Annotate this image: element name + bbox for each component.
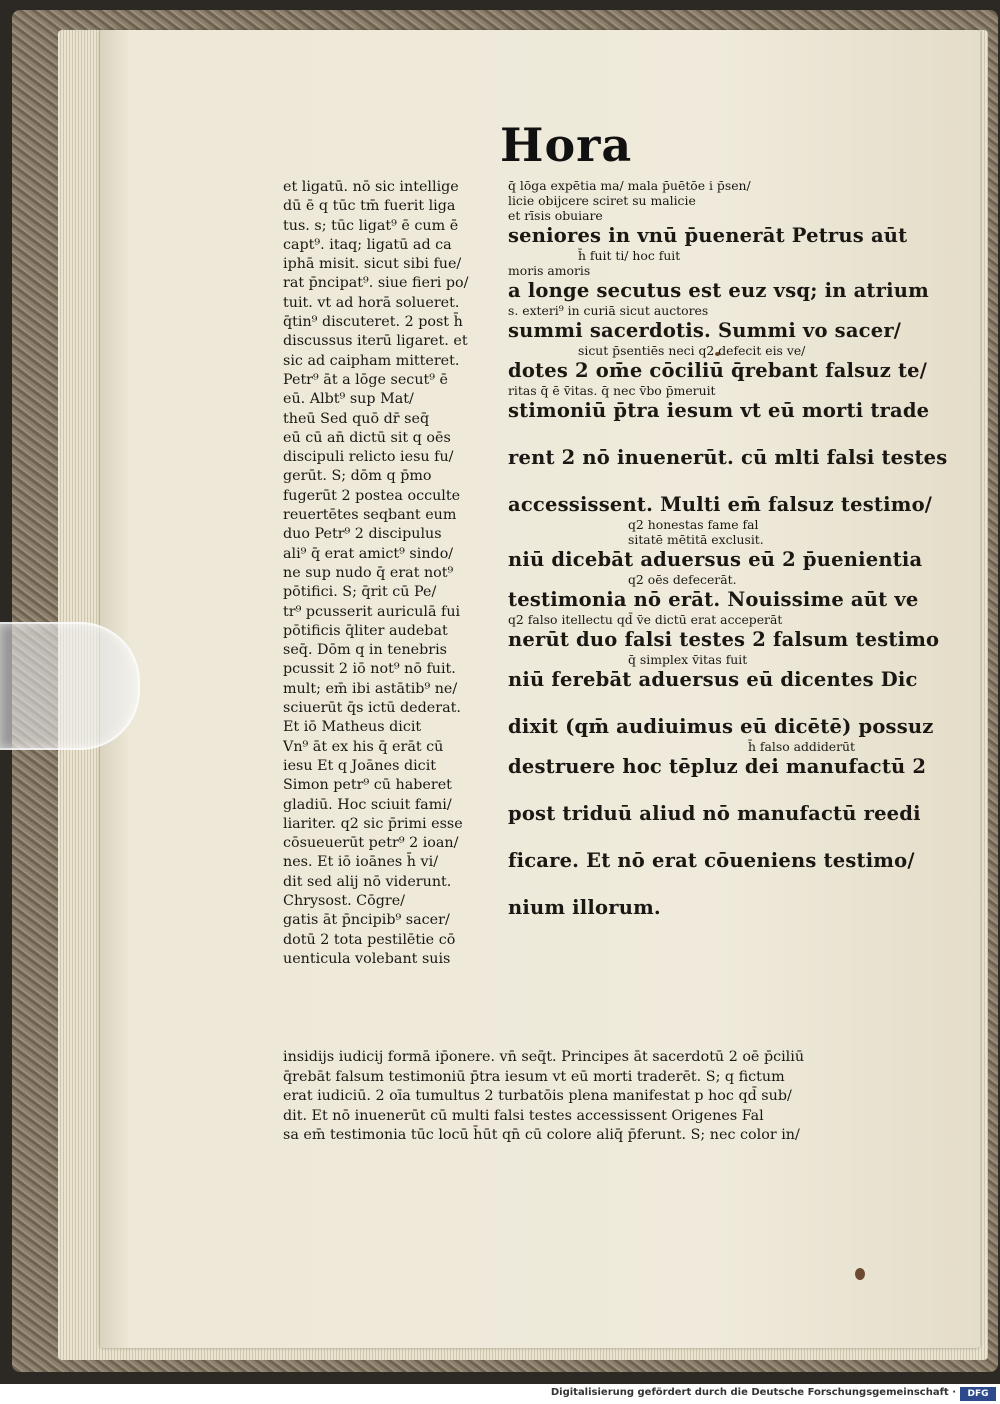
commentary-line: q̄rebāt falsum testimoniū p̄tra iesum vt eū morti traderēt. S; q fictum — [283, 1068, 785, 1085]
commentary-line: ne sup nudo q̄ erat not⁹ — [283, 564, 454, 581]
commentary-line: fugerūt 2 postea occulte — [283, 487, 461, 504]
interlinear-gloss: q̄ simplex v̄itas fuit — [628, 652, 748, 667]
line-gap — [508, 826, 880, 848]
main-text-line: stimoniū p̄tra iesum vt eū morti trade — [508, 399, 930, 422]
commentary-line: et ligatū. nō sic intellige — [283, 179, 459, 195]
commentary-line: gatis āt p̄ncipib⁹ sacer/ — [283, 912, 450, 929]
commentary-line: dotū 2 tota pestilētie cō — [283, 931, 456, 948]
commentary-line: theū Sed quō dr̄ seq̄ — [283, 410, 430, 427]
main-text-line: dixit (qm̄ audiuimus eū dicētē) possuz — [508, 715, 934, 738]
interlinear-gloss: ritas q̄ ē v̄itas. q̄ nec v̄bo p̄meruit — [508, 383, 716, 398]
line-gap — [508, 692, 880, 714]
main-text-line: summi sacerdotis. Summi vo sacer/ — [508, 319, 902, 342]
main-text-line: testimonia nō erāt. Nouissime aūt ve — [508, 588, 919, 611]
interlinear-gloss: q2 honestas fame fal — [628, 517, 759, 532]
main-text-line: seniores in vnū p̄uenerāt Petrus aūt — [508, 224, 908, 247]
left-commentary-column — [283, 178, 495, 969]
main-text-column — [508, 178, 948, 920]
line-gap — [508, 779, 880, 801]
main-text-line: destruere hoc tēpluz dei manufactū 2 — [508, 755, 927, 778]
main-text-line: post triduū aliud nō manufactū reedi — [508, 802, 921, 825]
page-title: Hora — [500, 118, 633, 172]
line-gap — [508, 873, 880, 895]
interlinear-gloss: moris amoris — [508, 263, 591, 278]
commentary-line: dū ē q tūc tm̄ fuerit liga — [283, 198, 456, 215]
commentary-line: liariter. q2 sic p̄rimi esse — [283, 815, 463, 832]
commentary-line: ali⁹ q̄ erat amict⁹ sindo/ — [283, 545, 454, 562]
line-gap — [508, 470, 880, 492]
interlinear-gloss: q2 oēs defecerāt. — [628, 572, 737, 587]
footer-bar — [0, 1384, 1000, 1404]
interlinear-gloss: q̄ lōga expētia ma/ mala p̄uētōe i p̄sen/ — [508, 178, 751, 193]
commentary-line: erat iudiciū. 2 oīa tumultus 2 turbatōis plena manifestat p hoc qd̄ sub/ — [283, 1088, 792, 1104]
interlinear-gloss: sicut p̄sentiēs neci q2 defecit eis ve/ — [578, 343, 806, 358]
interlinear-gloss: h̄ fuit ti/ hoc fuit — [578, 248, 681, 263]
commentary-line: sciuerūt q̄s ictū dederat. — [283, 700, 461, 717]
commentary-line: gerūt. S; dōm q p̄mo — [283, 468, 432, 485]
interlinear-gloss: h̄ falso addiderūt — [748, 739, 855, 754]
commentary-line: Chrysost. Cōgre/ — [283, 892, 405, 909]
commentary-line: seq̄. Dōm q in tenebris — [283, 642, 448, 659]
interlinear-gloss: s. exteri⁹ in curiā sicut auctores — [508, 303, 709, 318]
commentary-line: Simon petr⁹ cū haberet — [283, 777, 452, 794]
main-text-line: ficare. Et nō erat cōueniens testimo/ — [508, 849, 915, 872]
commentary-line: tr⁹ pcusserit auriculā fui — [283, 603, 461, 620]
line-gap — [508, 423, 880, 445]
main-text-line: accessissent. Multi em̄ falsuz testimo/ — [508, 493, 933, 516]
commentary-line: q̄tin⁹ discuteret. 2 post h̄ — [283, 314, 463, 331]
main-text-line: a longe secutus est euz vsq; in atrium — [508, 279, 929, 302]
interlinear-gloss: et rīsis obuiare — [508, 208, 603, 223]
commentary-line: iphā misit. sicut sibi fue/ — [283, 256, 462, 273]
commentary-line: discussus iterū ligaret. et — [283, 333, 468, 350]
commentary-line: capt⁹. itaq; ligatū ad ca — [283, 236, 452, 253]
commentary-line: reuertētes seqbant eum — [283, 507, 457, 524]
commentary-line: pcussit 2 iō not⁹ nō fuit. — [283, 661, 456, 678]
commentary-line: Petr⁹ āt a lōge secut⁹ ē — [283, 371, 449, 388]
commentary-line: discipuli relicto iesu fu/ — [283, 449, 454, 466]
interlinear-gloss: sitatē mētitā exclusit. — [628, 532, 764, 547]
bottom-commentary-block — [283, 1048, 883, 1146]
funding-credit: Digitalisierung gefördert durch die Deutsche Forschungsgemeinschaft · — [550, 1387, 956, 1398]
commentary-line: duo Petr⁹ 2 discipulus — [283, 526, 442, 543]
dfg-logo: DFG — [960, 1387, 996, 1401]
commentary-line: mult; em̄ ibi astātib⁹ ne/ — [283, 680, 458, 697]
main-text-line: dotes 2 om̄e cōciliū q̄rebant falsuz te/ — [508, 359, 928, 382]
commentary-line: pōtifici. S; q̄rit cū Pe/ — [283, 584, 437, 601]
commentary-line: iesu Et q Joānes dicit — [283, 757, 437, 774]
stain-mark — [855, 1268, 865, 1280]
interlinear-gloss: q2 falso itellectu qd̄ v̄e dictū erat acceperāt — [508, 612, 783, 627]
commentary-line: insidijs iudicij formā ip̄onere. vn̄ seq̄t. Principes āt sacerdotū 2 oē p̄ciliū — [283, 1049, 805, 1065]
commentary-line: Vn⁹ āt ex his q̄ erāt cū — [283, 738, 444, 755]
commentary-line: eū cū an̄ dictū sit q oēs — [283, 429, 451, 446]
main-text-line: nerūt duo falsi testes 2 falsum testimo — [508, 628, 940, 651]
transparent-page-holder — [0, 622, 140, 750]
commentary-line: eū. Albt⁹ sup Mat/ — [283, 391, 414, 408]
main-text-line: niū dicebāt aduersus eū 2 p̄uenientia — [508, 548, 923, 571]
commentary-line: pōtificis q̄liter audebat — [283, 622, 448, 639]
commentary-line: cōsueuerūt petr⁹ 2 ioan/ — [283, 835, 459, 852]
commentary-line: dit sed alij nō viderunt. — [283, 873, 452, 890]
commentary-line: gladiū. Hoc sciuit fami/ — [283, 796, 452, 813]
main-text-line: rent 2 nō inuenerūt. cū mlti falsi testes — [508, 446, 948, 469]
commentary-line: sic ad caipham mitteret. — [283, 352, 460, 369]
commentary-line: tuit. vt ad horā solueret. — [283, 294, 460, 311]
commentary-line: sa em̄ testimonia tūc locū h̄ūt qn̄ cū colore aliq̄ p̄ferunt. S; nec color in/ — [283, 1127, 800, 1143]
commentary-line: uenticula volebant suis — [283, 950, 451, 967]
interlinear-gloss: licie obijcere sciret su malicie — [508, 193, 696, 208]
commentary-line: rat p̄ncipat⁹. siue fieri po/ — [283, 275, 469, 292]
main-text-line: niū ferebāt aduersus eū dicentes Dic — [508, 668, 918, 691]
commentary-line: nes. Et iō ioānes h̄ vi/ — [283, 854, 439, 871]
commentary-line: dit. Et nō inuenerūt cū multi falsi testes accessissent Origenes Fal — [283, 1107, 764, 1124]
commentary-line: Et iō Matheus dicit — [283, 719, 422, 736]
main-text-line: nium illorum. — [508, 896, 661, 919]
commentary-line: tus. s; tūc ligat⁹ ē cum ē — [283, 217, 459, 234]
